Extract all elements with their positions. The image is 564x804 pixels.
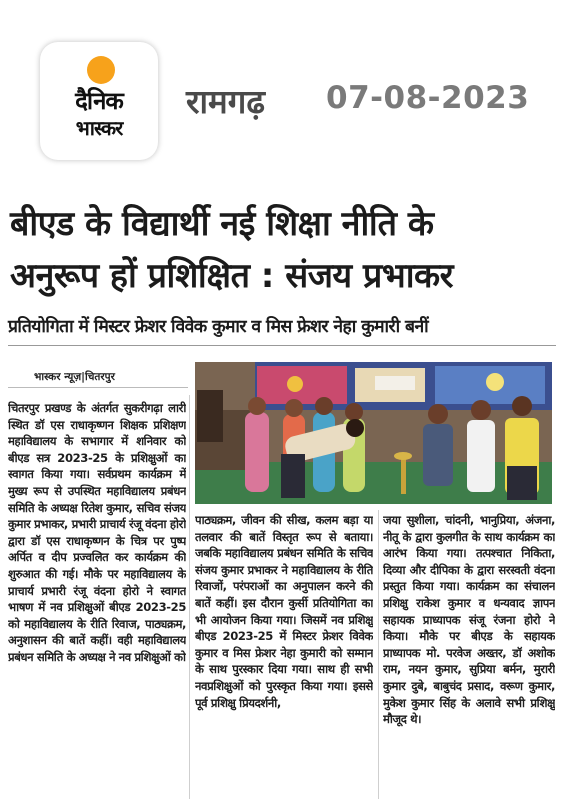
subhead-divider (8, 345, 556, 346)
sun-icon (87, 56, 115, 84)
article-column-1: चितरपुर प्रखण्ड के अंतर्गत सुकरीगढ़ा लारी स्थित डॉ एस राधाकृष्णन शिक्षक प्रशिक्षण महाविद्यालय के सभागार में शनिवार को बीएड सत्र 2023-25 के प्रशिक्षुओं का स्वागत किया गया। सर्वप्रथम कार्यक्रम में मुख्य रूप से उपस्थित महाविद्यालय प्रबंधन समिति के अध्यक्ष रितेश कुमार, सचिव संजय कुमार प्रभाकर, प्रभारी प्राचार्य रंजू वंदना होरो द्वारा डॉ एस राधाकृष्णन के चित्र पर पुष्प अर्पित व दीप प्रज्वलित कर कार्यक्रम की शुरुआत की गई। मौके पर महाविद्यालय के प्राचार्य प्रभारी रंजू वंदना होरो ने स्वागत भाषण में नव प्रशिक्षुओं बीएड 2023-25 को महाविद्यालय के रीति रिवाज, पाठ्यक्रम, अनुशासन की बातें कहीं। वही महाविद्यालय प्रबंधन समिति के अध्यक्ष ने नव प्रशिक्षुओं को (8, 401, 186, 664)
page-header (0, 0, 564, 182)
logo-text-line2: भास्कर (75, 116, 123, 140)
article-subheadline: प्रतियोगिता में मिस्टर फ्रेशर विवेक कुमार व मिस फ्रेशर नेहा कुमारी बनीं (8, 317, 429, 337)
event-photo (195, 362, 552, 504)
logo-text-line1: दैनिक (75, 87, 123, 115)
article-column-2: पाठ्यक्रम, जीवन की सीख, कलम बड़ा या तलवार की बातें विस्तृत रूप से बताया। जबकि महाविद्यालय प्रबंधन समिति के सचिव संजय कुमार प्रभाकर ने महाविद्यालय के रीति रिवाजों, परंपराओं का अनुपालन करने की बातें कहीं। इस दौरान कुर्सी प्रतियोगिता का भी आयोजन किया गया। जिसमें नव प्रशिक्षु बीएड 2023-25 में मिस्टर फ्रेशर विवेक कुमार व मिस फ्रेशर नेहा कुमारी को सम्मान के साथ पुरस्कार दिया गया। साथ ही सभी नवप्रशिक्षुओं को पुरस्कृत किया गया। इससे पूर्व प्रशिक्षु प्रियदर्शनी, (195, 513, 373, 710)
article-byline: भास्कर न्यूज़|चितरपुर (34, 371, 115, 383)
article-column-3: जया सुशीला, चांदनी, भानुप्रिया, अंजना, नीतू के द्वारा कुलगीत के साथ कार्यक्रम का आरंभ किया गया। तत्पश्चात निकिता, दिव्या और दीपिका के द्वारा सरस्वती वंदना प्रस्तुत किया गया। कार्यक्रम का संचालन प्रशिक्षु राकेश कुमार व धन्यवाद ज्ञापन सहायक प्राध्यापक संजू रंजना होरो ने किया। मौके पर बीएड के सहायक प्राध्यापक मो. परवेज अख्तर, डॉ अशोक राम, नयन कुमार, सुप्रिया बर्मन, मुरारी कुमार दुबे, बाबुचंद प्रसाद, वरूण कुमार, मुकेश कुमार सिंह के अलावे सभी प्रशिक्षु मौजूद थे। (383, 513, 555, 727)
dainik-bhaskar-logo (40, 42, 158, 160)
column-divider (378, 510, 379, 799)
headline-line-1: बीएड के विद्यार्थी नई शिक्षा नीति के (10, 204, 434, 244)
edition-date: 07-08-2023 (326, 80, 530, 116)
headline-line-2: अनुरूप हों प्रशिक्षित : संजय प्रभाकर (10, 256, 454, 296)
edition-city: रामगढ़ (186, 82, 265, 121)
article-headline (10, 198, 558, 302)
column-divider (189, 395, 190, 799)
byline-divider (8, 387, 188, 388)
